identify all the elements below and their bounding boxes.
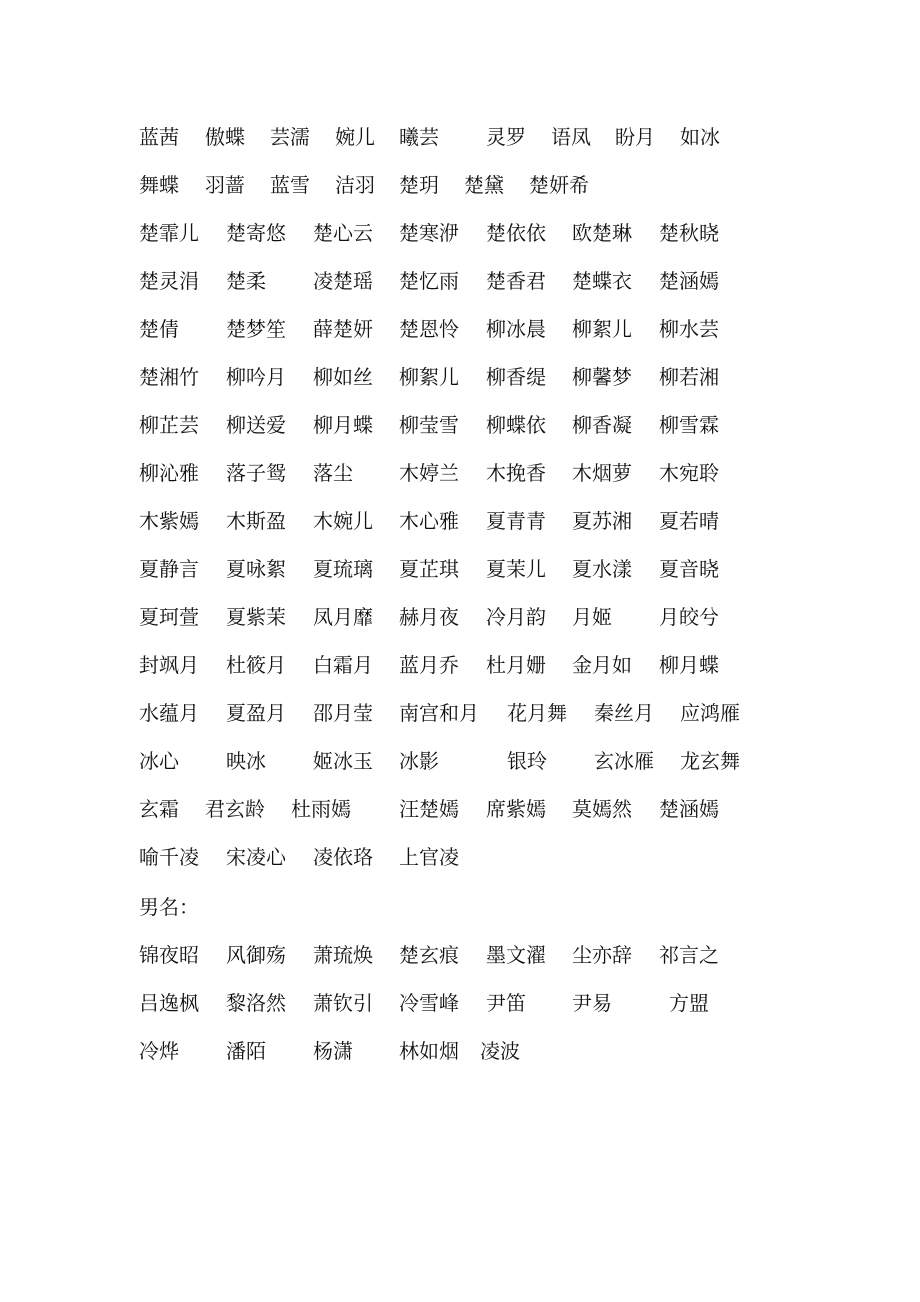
name-entry: 夏茉儿: [486, 557, 546, 581]
name-entry: 灵罗: [486, 125, 526, 149]
name-entry: 白霜月: [313, 653, 373, 677]
name-entry: 夏紫茉: [226, 605, 286, 629]
name-entry: 舞蝶: [139, 173, 179, 197]
name-entry: 方盟: [669, 991, 709, 1015]
name-entry: 楚蝶衣: [572, 269, 632, 293]
name-entry: 玄冰雁: [594, 749, 654, 773]
name-entry: 楚梦笙: [226, 317, 286, 341]
name-entry: 花月舞: [507, 701, 567, 725]
name-entry: 楚涵嫣: [659, 797, 719, 821]
name-entry: 洁羽: [335, 173, 375, 197]
name-entry: 凌依珞: [313, 845, 373, 869]
name-entry: 盼月: [615, 125, 655, 149]
name-entry: 落子鸳: [226, 461, 286, 485]
name-entry: 夏盈月: [226, 701, 286, 725]
name-entry: 楚黛: [464, 173, 504, 197]
name-entry: 尹笛: [486, 991, 526, 1015]
name-entry: 柳香凝: [572, 413, 632, 437]
name-entry: 楚秋晓: [659, 221, 719, 245]
name-entry: 夏青青: [486, 509, 546, 533]
name-entry: 柳馨梦: [572, 365, 632, 389]
name-entry: 柳絮儿: [399, 365, 459, 389]
name-entry: 夏音晓: [659, 557, 719, 581]
name-entry: 木烟萝: [572, 461, 632, 485]
name-entry: 柳絮儿: [572, 317, 632, 341]
name-entry: 君玄龄: [205, 797, 265, 821]
name-entry: 映冰: [226, 749, 266, 773]
name-entry: 柳香缇: [486, 365, 546, 389]
name-entry: 楚灵涓: [139, 269, 199, 293]
name-entry: 楚湘竹: [139, 365, 199, 389]
name-entry: 杜雨嫣: [291, 797, 351, 821]
name-entry: 冷烨: [139, 1039, 179, 1063]
name-entry: 冰心: [139, 749, 179, 773]
name-entry: 楚香君: [486, 269, 546, 293]
name-entry: 尘亦辞: [572, 943, 632, 967]
name-entry: 尹易: [572, 991, 612, 1015]
name-entry: 赫月夜: [399, 605, 459, 629]
name-entry: 萧钦引: [313, 991, 373, 1015]
name-entry: 吕逸枫: [139, 991, 199, 1015]
name-entry: 楚柔: [226, 269, 266, 293]
name-entry: 木心雅: [399, 509, 459, 533]
name-entry: 语凤: [551, 125, 591, 149]
name-entry: 冰影: [399, 749, 439, 773]
name-entry: 楚涵嫣: [659, 269, 719, 293]
name-entry: 柳莹雪: [399, 413, 459, 437]
name-entry: 薛楚妍: [313, 317, 373, 341]
name-entry: 落尘: [313, 461, 353, 485]
name-entry: 应鸿雁: [680, 701, 740, 725]
name-entry: 墨文濯: [486, 943, 546, 967]
name-entry: 夏咏絮: [226, 557, 286, 581]
name-entry: 龙玄舞: [680, 749, 740, 773]
name-entry: 蓝雪: [270, 173, 310, 197]
name-entry: 羽蔷: [205, 173, 245, 197]
name-entry: 楚恩怜: [399, 317, 459, 341]
name-entry: 芸濡: [270, 125, 310, 149]
name-entry: 柳若湘: [659, 365, 719, 389]
name-entry: 凌波: [480, 1039, 520, 1063]
name-entry: 木婉儿: [313, 509, 373, 533]
name-entry: 邵月莹: [313, 701, 373, 725]
name-entry: 婉儿: [335, 125, 375, 149]
name-entry: 凌楚瑶: [313, 269, 373, 293]
name-entry: 萧琉焕: [313, 943, 373, 967]
name-entry: 楚忆雨: [399, 269, 459, 293]
name-entry: 银玲: [507, 749, 547, 773]
name-entry: 南宫和月: [399, 701, 479, 725]
name-entry: 杨潇: [313, 1039, 353, 1063]
name-entry: 柳月蝶: [659, 653, 719, 677]
name-entry: 柳如丝: [313, 365, 373, 389]
name-entry: 柳送爱: [226, 413, 286, 437]
name-entry: 楚寄悠: [226, 221, 286, 245]
name-entry: 水蕴月: [139, 701, 199, 725]
name-entry: 凤月靡: [313, 605, 373, 629]
name-entry: 杜月姗: [486, 653, 546, 677]
section-heading-male-names: 男名：: [139, 895, 199, 919]
name-entry: 曦芸: [399, 125, 439, 149]
name-entry: 柳芷芸: [139, 413, 199, 437]
name-entry: 木宛聆: [659, 461, 719, 485]
name-entry: 秦丝月: [594, 701, 654, 725]
name-entry: 席紫嫣: [486, 797, 546, 821]
name-entry: 喻千凌: [139, 845, 199, 869]
name-entry: 夏芷琪: [399, 557, 459, 581]
name-entry: 蓝月乔: [399, 653, 459, 677]
name-entry: 冷月韵: [486, 605, 546, 629]
name-entry: 木斯盈: [226, 509, 286, 533]
name-entry: 木挽香: [486, 461, 546, 485]
name-entry: 楚寒洢: [399, 221, 459, 245]
name-entry: 风御殇: [226, 943, 286, 967]
name-entry: 楚妍希: [529, 173, 589, 197]
name-entry: 柳月蝶: [313, 413, 373, 437]
name-entry: 冷雪峰: [399, 991, 459, 1015]
name-entry: 如冰: [680, 125, 720, 149]
name-entry: 楚玥: [399, 173, 439, 197]
name-entry: 上官凌: [399, 845, 459, 869]
name-entry: 夏静言: [139, 557, 199, 581]
name-entry: 夏若晴: [659, 509, 719, 533]
name-entry: 欧楚琳: [572, 221, 632, 245]
name-entry: 木紫嫣: [139, 509, 199, 533]
name-entry: 月皎兮: [659, 605, 719, 629]
name-entry: 汪楚嫣: [399, 797, 459, 821]
name-entry: 潘陌: [226, 1039, 266, 1063]
name-entry: 柳水芸: [659, 317, 719, 341]
name-entry: 林如烟: [399, 1039, 459, 1063]
name-entry: 金月如: [572, 653, 632, 677]
name-entry: 蓝茜: [139, 125, 179, 149]
name-entry: 封飒月: [139, 653, 199, 677]
name-entry: 傲蝶: [205, 125, 245, 149]
name-entry: 月姬: [572, 605, 612, 629]
name-entry: 宋凌心: [226, 845, 286, 869]
name-entry: 夏珂萱: [139, 605, 199, 629]
name-entry: 夏水漾: [572, 557, 632, 581]
name-entry: 黎洛然: [226, 991, 286, 1015]
name-entry: 柳吟月: [226, 365, 286, 389]
name-entry: 楚霏儿: [139, 221, 199, 245]
name-entry: 夏琉璃: [313, 557, 373, 581]
name-entry: 楚玄痕: [399, 943, 459, 967]
name-entry: 柳沁雅: [139, 461, 199, 485]
name-entry: 莫嫣然: [572, 797, 632, 821]
name-entry: 杜筱月: [226, 653, 286, 677]
name-entry: 锦夜昭: [139, 943, 199, 967]
name-entry: 祁言之: [659, 943, 719, 967]
name-entry: 姬冰玉: [313, 749, 373, 773]
name-entry: 楚依依: [486, 221, 546, 245]
name-entry: 柳雪霖: [659, 413, 719, 437]
name-entry: 柳蝶依: [486, 413, 546, 437]
name-entry: 柳冰晨: [486, 317, 546, 341]
name-entry: 楚倩: [139, 317, 179, 341]
name-entry: 楚心云: [313, 221, 373, 245]
name-entry: 木婷兰: [399, 461, 459, 485]
name-entry: 夏苏湘: [572, 509, 632, 533]
name-entry: 玄霜: [139, 797, 179, 821]
